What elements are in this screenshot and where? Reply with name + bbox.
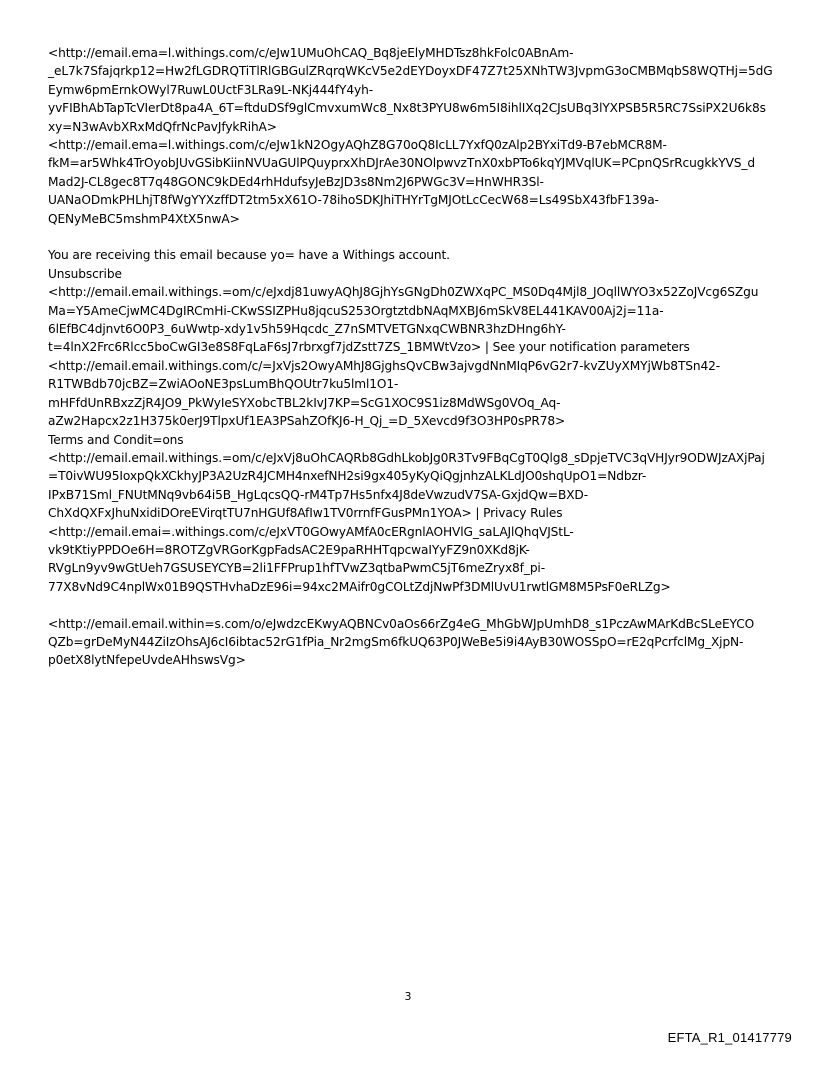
document-body	[48, 44, 778, 670]
text-line: <http://email.email.withings.=om/c/eJxdj81uwyAQhJ8GjhYsGNgDh0ZWXqPC_MS0Dq4Mjl8_JOqllWYO3x52ZoJVcg6SZgu	[48, 285, 759, 300]
notification-parameters-line[interactable]: t=4lnX2Frc6Rlcc5boCwGI3e8S8FqLaF6sJ7rbrxgf7jdZstt7ZS_1BMWtVzo> | See your notification parameters	[48, 340, 690, 355]
document-id: EFTA_R1_01417779	[667, 1030, 792, 1045]
privacy-rules-line[interactable]: ChXdQXFxJhuNxidiDOreEVirqtTU7nHGUf8AfIw1TV0rrnfFGusPMn1YOA> | Privacy Rules	[48, 506, 563, 521]
text-line: <http://email.email.within=s.com/o/eJwdzcEKwyAQBNCv0aOs66rZg4eG_MhGbWJpUmhD8_s1PczAwMArKdBcSLeEYCO	[48, 616, 755, 631]
text-line: QENyMeBC5mshmP4XtX5nwA>	[48, 211, 240, 226]
final-link-block	[48, 615, 778, 670]
text-line: aZw2Hapcx2z1H375k0erJ9TlpxUf1EA3PSahZOfKJ6-H_Qj_=D_5Xevcd9f3O3HP0sPR78>	[48, 414, 566, 429]
text-line: <http://email.email.withings.=om/c/eJxVj8uOhCAQRb8GdhLkobJg0R3Tv9FBqCgT0Qlg8_sDpjeTVC3qVHJyr9ODWJzAXjPaj	[48, 450, 765, 465]
text-line: _eL7k7Sfajqrkp12=Hw2fLGDRQTiTlRlGBGulZRqrqWKcV5e2dEYDoyxDF47Z7t25XNhTW3JvpmG3oCMBMqbS8WQTHj=5dG	[48, 64, 773, 79]
page-number: 3	[404, 990, 412, 1003]
unsubscribe-link[interactable]: Unsubscribe	[48, 266, 122, 281]
terms-link[interactable]: Terms and Condit=ons	[48, 432, 184, 447]
text-line: <http://email.ema=l.withings.com/c/eJw1UMuOhCAQ_Bq8jeElyMHDTsz8hkFolc0ABnAm-	[48, 46, 574, 60]
text-line: Eymw6pmErnkOWyl7RuwL0UctF3LRa9L-NKj444fY4yh-	[48, 82, 373, 97]
text-line: <http://email.ema=l.withings.com/c/eJw1kN2OgyAQhZ8G70oQ8IcLL7YxfQ0zAlp2BYxiTd9-B7ebMCR8M-	[48, 138, 667, 153]
paragraph-gap	[48, 228, 778, 246]
text-line: p0etX8lytNfepeUvdeAHhswsVg>	[48, 653, 246, 668]
footer-links-block	[48, 246, 778, 596]
text-line: 6lEfBC4djnvt6O0P3_6uWwtp-xdy1v5h59Hqcdc_Z7nSMTVETGNxqCWBNR3hzDHng6hY-	[48, 322, 566, 337]
text-line: RVgLn9yv9wGtUeh7GSUSEYCYB=2li1FFPrup1hfTVwZ3qtbaPwmC5jT6meZryx8f_pi-	[48, 561, 545, 576]
text-line: Mad2J-CL8gec8T7q48GONC9kDEd4rhHdufsyJeBzJD3s8Nm2J6PWGc3V=HnWHR3Sl-	[48, 174, 544, 189]
text-line: UANaODmkPHLhjT8fWgYYXzffDT2tm5xX61O-78ihoSDKJhiTHYrTgMJOtLcCecW68=Ls49SbX43fbF139a-	[48, 193, 659, 208]
text-line: 77X8vNd9C4nplWx01B9QSTHvhaDzE96i=94xc2MAifr0gCOLtZdjNwPf3DMlUvU1rwtlGM8M5PsF0eRLZg>	[48, 579, 671, 594]
text-line: QZb=grDeMyN44ZiIzOhsAJ6cI6ibtac52rG1fPia_Nr2mgSm6fkUQ63P0JWeBe5i9i4AyB30WOSSpO=rE2qPcrfclMg_XjpN-	[48, 634, 744, 649]
text-line: <http://email.emai=.withings.com/c/eJxVT0GOwyAMfA0cERgnlAOHVlG_saLAJlQhqVJStL-	[48, 524, 574, 539]
text-line: fkM=ar5Whk4TrOyobJUvGSibKiinNVUaGUlPQuyprxXhDJrAe30NOlpwvzTnX0xbPTo6kqYJMVqlUK=PCpnQSrRcugkkYVS_d	[48, 156, 755, 171]
text-line: IPxB71Sml_FNUtMNq9vb64i5B_HgLqcsQQ-rM4Tp7Hs5nfx4J8deVwzudV7SA-GxjdQw=BXD-	[48, 487, 588, 502]
text-line: yvFIBhAbTapTcVIerDt8pa4A_6T=ftduDSf9glCmvxumWc8_Nx8t3PYU8w6m5I8ihlIXq2CJsUBq3lYXPSB5R5RC7SsiPX2U6k8s	[48, 101, 766, 116]
text-line: xy=N3wAvbXRxMdQfrNcPavJfykRihA>	[48, 119, 277, 134]
text-line: =T0ivWU95IoxpQkXCkhyJP3A2UzR4JCMH4nxefNH2si9gx405yKyQiQgjnhzALKLdJO0shqUpO1=Ndbzr-	[48, 469, 647, 484]
text-line: R1TWBdb70jcBZ=ZwiAOoNE3psLumBhQOUtr7ku5lml1O1-	[48, 377, 399, 392]
tracking-links-block	[48, 44, 778, 228]
text-line: You are receiving this email because yo= have a Withings account.	[48, 248, 450, 263]
text-line: Ma=Y5AmeCjwMC4DgIRCmHi-CKwSSIZPHu8jqcuS253OrgtztdbNAqMXBJ6mSkV8EL441KAV00Aj2j=11a-	[48, 303, 664, 318]
text-line: <http://email.email.withings.com/c/=JxVjs2OwyAMhJ8GjghsQvCBw3ajvgdNnMIqP6vG2r7-kvZUyXMYjWb8TSn42-	[48, 358, 721, 373]
text-line: vk9tKtiyPPDOe6H=8ROTZgVRGorKgpFadsAC2E9paRHHTqpcwaIYyFZ9n0XKd8jK-	[48, 542, 530, 557]
text-line: mHFfdUnRBxzZjR4JO9_PkWyIeSYXobcTBL2kIvJ7KP=ScG1XOC9S1iz8MdWSg0VOq_Aq-	[48, 395, 561, 410]
paragraph-gap	[48, 596, 778, 614]
